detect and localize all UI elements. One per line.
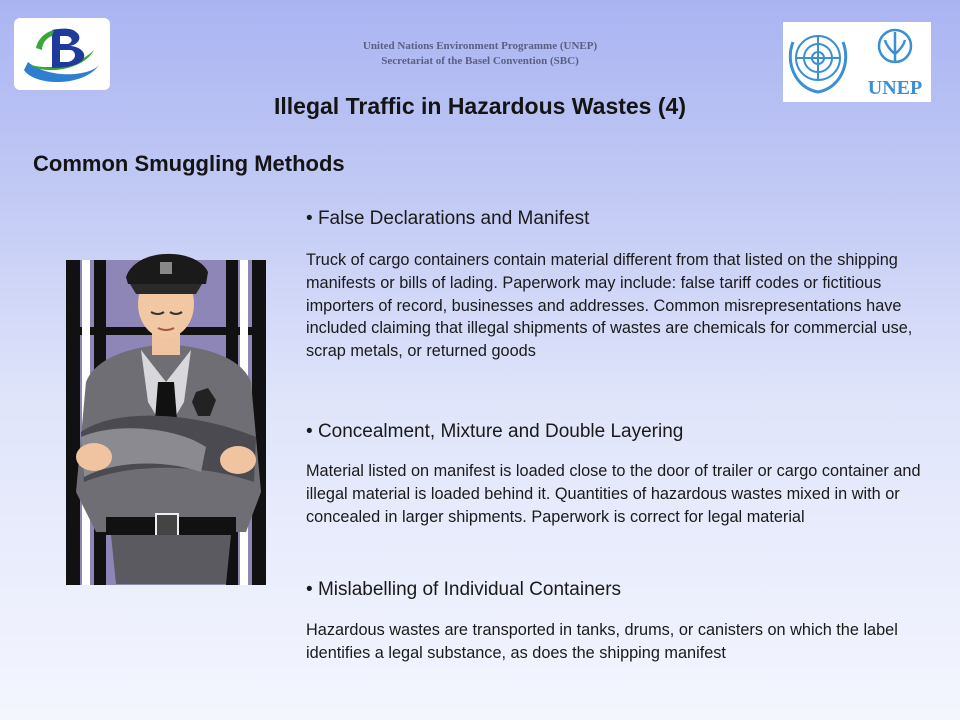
bullet-text: Concealment, Mixture and Double Layering bbox=[317, 421, 684, 442]
bullet-mislabelling: • Mislabelling of Individual Containers bbox=[306, 579, 622, 600]
paragraph-mislabelling: Hazardous wastes are transported in tanks, drums, or canisters on which the label identifies a legal substance, as does the shipping manifest bbox=[306, 621, 898, 662]
unep-emblem-icon bbox=[879, 30, 911, 62]
un-unep-logos bbox=[783, 22, 931, 102]
basel-convention-logo bbox=[14, 18, 110, 90]
org-line-unep: United Nations Environment Programme (UNEP) bbox=[362, 40, 598, 52]
unep-wordmark: UNEP bbox=[867, 77, 923, 99]
bullet-false-declarations: • False Declarations and Manifest bbox=[306, 208, 590, 229]
section-heading: Common Smuggling Methods bbox=[33, 151, 345, 176]
police-officer-illustration bbox=[56, 232, 276, 592]
paragraph-false-declarations: Truck of cargo containers contain material different from that listed on the shipping manifests or bills of lading. Paperwork may include: false tariff codes or fictitious importers of record, businesses and addresses. Common misrepresentations have included claiming that illegal shipments of wastes are chemicals for commercial use, scrap metals, or returned goods bbox=[306, 251, 913, 361]
org-line-sbc: Secretariat of the Basel Convention (SBC) bbox=[381, 55, 579, 67]
un-emblem-icon bbox=[790, 36, 845, 92]
bullet-text: False Declarations and Manifest bbox=[317, 208, 590, 229]
bullet-concealment: • Concealment, Mixture and Double Layering bbox=[306, 421, 684, 442]
slide-title: Illegal Traffic in Hazardous Wastes (4) bbox=[274, 93, 686, 119]
bullet-text: Mislabelling of Individual Containers bbox=[317, 579, 622, 600]
paragraph-concealment: Material listed on manifest is loaded close to the door of trailer or cargo container and illegal material is loaded behind it. Quantities of hazardous wastes mixed in with or concealed in larger shipments. Paperwork is correct for legal material bbox=[306, 462, 921, 526]
